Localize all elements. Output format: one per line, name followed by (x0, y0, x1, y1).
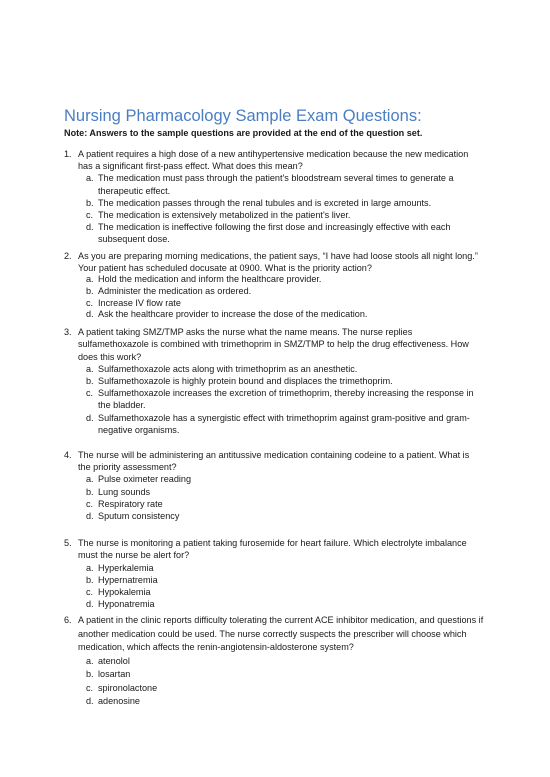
answer-option (86, 562, 484, 574)
answer-options (86, 274, 484, 321)
question-number: 5. (64, 538, 72, 549)
answer-options (86, 172, 484, 245)
option-text: The medication is ineffective following the first dose and increasingly effective with each subsequent dose. (98, 222, 451, 245)
option-letter: c. (86, 682, 94, 693)
option-letter: b. (86, 285, 94, 296)
option-letter: a. (86, 562, 94, 573)
answers-note: Note: Answers to the sample questions are provided at the end of the question set. (64, 128, 423, 138)
question-number: 2. (64, 250, 72, 261)
option-text: losartan (98, 669, 131, 680)
option-text: The medication passes through the renal tubules and is excreted in large amounts. (98, 197, 432, 208)
option-text: Sulfamethoxazole increases the excretion of trimethoprim, thereby increasing the response in the bladder. (98, 388, 474, 411)
option-text: Lung sounds (98, 486, 151, 497)
option-text: Administer the medication as ordered. (98, 285, 252, 296)
question-number: 1. (64, 149, 72, 159)
option-letter: c. (86, 587, 94, 598)
option-letter: b. (86, 574, 94, 585)
answer-option (86, 209, 484, 221)
answer-option (86, 510, 484, 522)
answer-option (86, 695, 484, 708)
option-letter: d. (86, 412, 94, 423)
option-letter: c. (86, 210, 94, 221)
answer-option (86, 498, 484, 510)
option-text: Hypernatremia (98, 574, 158, 585)
option-text: Hyperkalemia (98, 562, 154, 573)
answer-option (86, 197, 484, 209)
answer-option (86, 309, 484, 321)
answer-option (86, 586, 484, 598)
question-4 (64, 449, 484, 522)
option-text: spironolactone (98, 682, 158, 693)
option-text: Hyponatremia (98, 599, 155, 610)
option-letter: d. (86, 599, 94, 610)
question-5 (64, 537, 484, 610)
answer-options (86, 473, 484, 522)
option-letter: c. (86, 297, 94, 308)
answer-option (86, 285, 484, 298)
question-number: 3. (64, 327, 72, 338)
option-letter: a. (86, 173, 94, 184)
answer-option (86, 412, 484, 436)
option-letter: b. (86, 486, 94, 497)
answer-option (86, 375, 484, 387)
option-letter: b. (86, 669, 94, 680)
option-letter: d. (86, 309, 94, 320)
document-title: Nursing Pharmacology Sample Exam Questions: (64, 107, 422, 125)
option-text: Sulfamethoxazole has a synergistic effect with trimethoprim against gram-positive and gram-negative organisms. (98, 412, 470, 435)
option-text: The medication must pass through the patient's bloodstream several times to generate a therapeutic effect. (98, 173, 454, 196)
answer-option (86, 668, 484, 681)
answer-option (86, 682, 484, 695)
question-text: A patient requires a high dose of a new antihypertensive medication because the new medication has a significant first-pass effect. What does this mean? (78, 149, 469, 172)
option-letter: c. (86, 498, 94, 509)
question-number: 4. (64, 450, 72, 461)
question-3 (64, 326, 484, 436)
answer-options (86, 655, 484, 709)
option-letter: d. (86, 695, 94, 706)
answer-option (86, 387, 484, 411)
answer-option (86, 655, 484, 668)
option-text: Hold the medication and inform the healthcare provider. (98, 274, 322, 285)
question-text: The nurse will be administering an antitussive medication containing codeine to a patient. What is the priority assessment? (78, 450, 470, 473)
option-letter: d. (86, 511, 94, 522)
answer-option (86, 221, 484, 245)
option-text: Increase IV flow rate (98, 297, 181, 308)
answer-option (86, 598, 484, 610)
option-text: adenosine (98, 695, 140, 706)
option-letter: a. (86, 363, 94, 374)
answer-options (86, 562, 484, 611)
option-letter: c. (86, 388, 94, 399)
option-text: atenolol (98, 655, 130, 666)
answer-option (86, 486, 484, 498)
option-text: Pulse oximeter reading (98, 474, 192, 485)
question-6 (64, 614, 484, 708)
answer-option (86, 363, 484, 375)
answer-options (86, 363, 484, 436)
answer-option (86, 473, 484, 485)
option-letter: a. (86, 274, 94, 285)
option-letter: b. (86, 197, 94, 208)
question-text: The nurse is monitoring a patient taking furosemide for heart failure. Which electrolyte imbalance must the nurse be alert for? (78, 538, 467, 561)
question-2 (64, 250, 484, 322)
question-text: A patient in the clinic reports difficulty tolerating the current ACE inhibitor medication, and questions if another medication could be used. The nurse correctly suspects the prescriber will choose which medication, which affects the renin-angiotensin-aldosterone system? (78, 615, 484, 653)
question-number: 6. (64, 615, 72, 626)
option-text: Sputum consistency (98, 511, 180, 522)
option-text: Sulfamethoxazole acts along with trimethoprim as an anesthetic. (98, 363, 358, 374)
option-letter: b. (86, 376, 94, 387)
option-text: Respiratory rate (98, 498, 163, 509)
option-text: The medication is extensively metabolized in the patient's liver. (98, 210, 351, 221)
option-letter: d. (86, 222, 94, 233)
answer-option (86, 297, 484, 310)
option-text: Ask the healthcare provider to increase the dose of the medication. (98, 309, 368, 320)
option-letter: a. (86, 655, 94, 666)
question-1 (64, 148, 484, 246)
answer-option (86, 274, 484, 286)
answer-option (86, 574, 484, 586)
option-text: Sulfamethoxazole is highly protein bound and displaces the trimethoprim. (98, 376, 393, 387)
question-text: As you are preparing morning medications, the patient says, “I have had loose stools all night long.” Your patient has scheduled docusate at 0900. What is the priority action? (78, 250, 478, 273)
option-text: Hypokalemia (98, 587, 151, 598)
question-text: A patient taking SMZ/TMP asks the nurse what the name means. The nurse replies sulfamethoxazole is combined with trimethoprim in SMZ/TMP to help the drug effectiveness. How does this work? (78, 327, 469, 362)
answer-option (86, 172, 484, 196)
document-page (64, 107, 484, 708)
option-letter: a. (86, 474, 94, 485)
